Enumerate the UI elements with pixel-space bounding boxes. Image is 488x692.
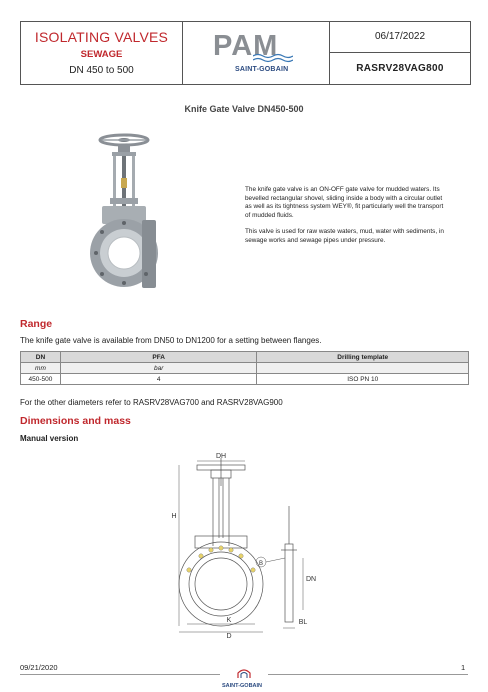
header-title-cell xyxy=(21,22,183,84)
label-b: B xyxy=(258,561,264,567)
label-h: H xyxy=(171,513,177,520)
footer-divider-right xyxy=(268,674,468,675)
unit-cell: bar xyxy=(60,363,257,374)
knife-gate-valve-photo xyxy=(88,128,168,303)
document-reference: RASRV28VAG800 xyxy=(356,63,444,74)
pam-logo: PAM xyxy=(213,30,279,62)
unit-cell: mm xyxy=(21,363,61,374)
document-subtitle: SEWAGE xyxy=(80,49,123,60)
range-table xyxy=(20,351,469,385)
range-intro: The knife gate valve is available from DN50 to DN1200 for a setting between flanges. xyxy=(20,336,322,345)
label-d: D xyxy=(226,633,232,638)
document-title: ISOLATING VALVES xyxy=(34,29,169,45)
pam-logo-waves-icon xyxy=(253,53,293,63)
dimension-drawing xyxy=(165,446,320,638)
column-header: DN xyxy=(21,352,61,363)
header-date-cell xyxy=(330,22,470,53)
saint-gobain-arch-icon xyxy=(236,667,252,679)
column-header: PFA xyxy=(60,352,257,363)
table-unit-row xyxy=(21,363,469,374)
document-date: 06/17/2022 xyxy=(374,31,426,42)
product-description-1: The knife gate valve is an ON-OFF gate valve for mudded waters. Its bevelled rectangular shovel, sliding inside a body with a circular outlet as well as its tightness system WEY®, fit particularly well the transport of mudded fluids. xyxy=(245,186,444,219)
document-range: DN 450 to 500 xyxy=(69,65,134,76)
label-dn: DN xyxy=(305,576,317,583)
column-header: Drilling template xyxy=(257,352,469,363)
footer-logo: SAINT-GOBAIN xyxy=(222,683,263,689)
range-heading: Range xyxy=(20,318,53,330)
label-bl: BL xyxy=(298,619,308,626)
page-number: 1 xyxy=(461,663,466,672)
footer-date: 09/21/2020 xyxy=(20,663,58,672)
product-description-2: This valve is used for raw waste waters, mud, water with sediments, in sewage works and sewage pipes under pressure. xyxy=(245,228,444,244)
table-header-row xyxy=(21,352,469,363)
table-cell: ISO PN 10 xyxy=(257,374,469,385)
footer-divider-left xyxy=(20,674,220,675)
dimensions-heading: Dimensions and mass xyxy=(20,415,131,427)
header-logo-cell xyxy=(183,22,330,84)
saint-gobain-logo: SAINT-GOBAIN xyxy=(235,66,289,73)
manual-version-subheading: Manual version xyxy=(20,434,79,443)
header-meta-cell xyxy=(330,22,470,84)
table-cell: 4 xyxy=(60,374,257,385)
product-title: Knife Gate Valve DN450-500 xyxy=(184,104,304,114)
unit-cell xyxy=(257,363,469,374)
label-k: K xyxy=(226,617,232,624)
table-cell: 450-500 xyxy=(21,374,61,385)
table-row xyxy=(21,374,469,385)
range-note: For the other diameters refer to RASRV28VAG700 and RASRV28VAG900 xyxy=(20,398,283,407)
document-header xyxy=(20,21,471,85)
label-dh: DH xyxy=(215,453,227,460)
